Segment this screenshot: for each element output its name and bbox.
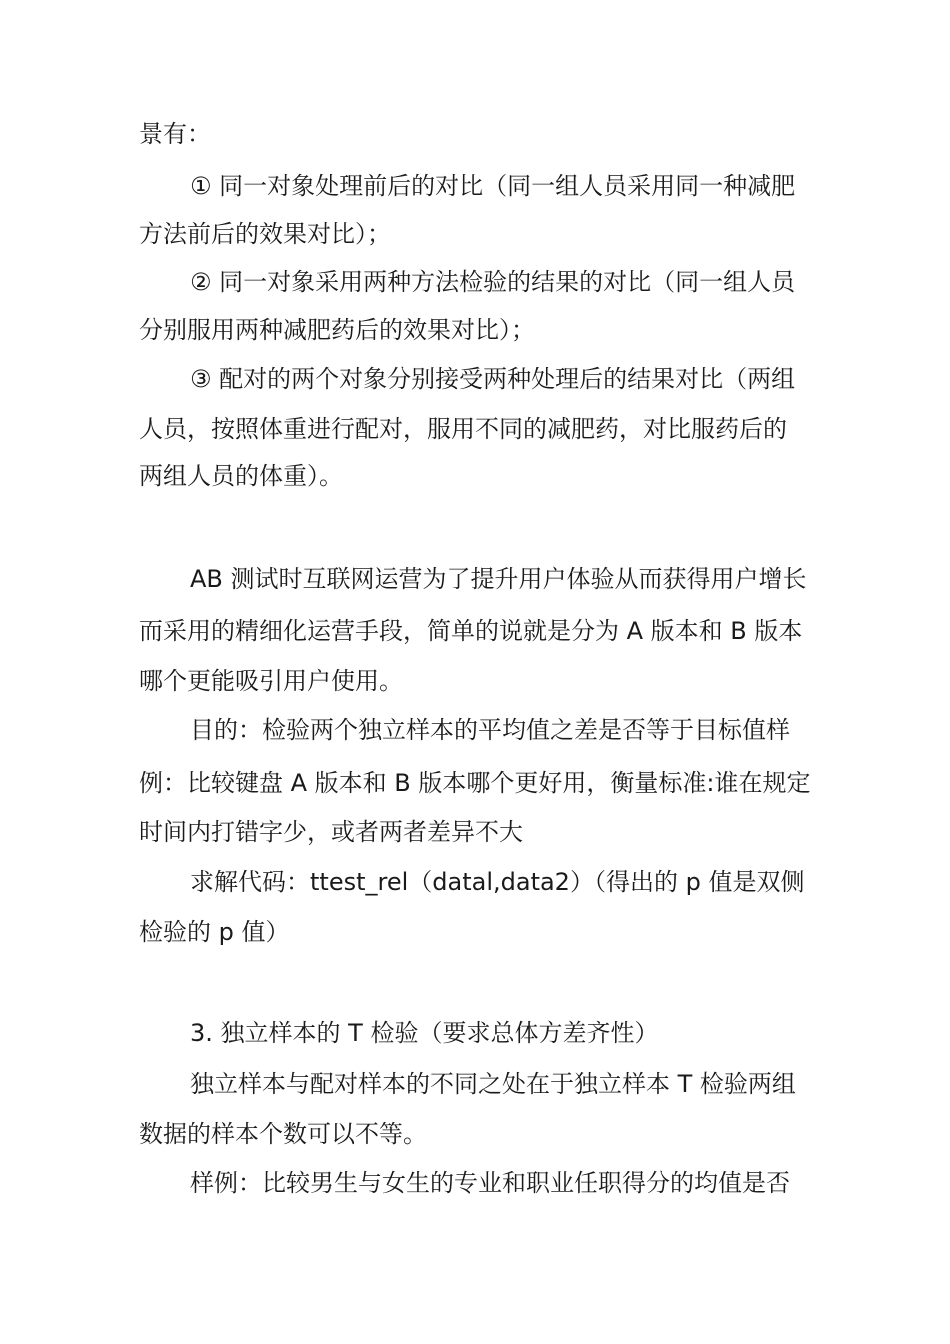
list-item-2-line-2: 分别服用两种减肥药后的效果对比）； — [139, 316, 535, 344]
list-item-3-line-1: ③ 配对的两个对象分别接受两种处理后的结果对比（两组 — [190, 365, 796, 393]
list-item-1-line-2: 方法前后的效果对比）； — [139, 220, 391, 248]
independent-paragraph-line-2: 数据的样本个数可以不等。 — [139, 1120, 427, 1148]
ab-test-paragraph-line-3: 哪个更能吸引用户使用。 — [139, 667, 403, 695]
ab-test-paragraph-line-2: 而采用的精细化运营手段，简单的说就是分为 A 版本和 B 版本 — [139, 617, 803, 645]
purpose-paragraph-line-2: 例：比较键盘 A 版本和 B 版本哪个更好用，衡量标准:谁在规定 — [139, 769, 811, 797]
paragraph-line-continuation: 景有： — [139, 120, 211, 148]
independent-paragraph-line-1: 独立样本与配对样本的不同之处在于独立样本 T 检验两组 — [190, 1070, 796, 1098]
code-paragraph-line-1: 求解代码：ttest_rel（datal,data2）（得出的 p 值是双侧 — [190, 868, 805, 896]
list-item-2-line-1: ② 同一对象采用两种方法检验的结果的对比（同一组人员 — [190, 268, 796, 296]
list-item-3-line-3: 两组人员的体重）。 — [139, 462, 343, 490]
purpose-paragraph-line-3: 时间内打错字少，或者两者差异不大 — [139, 818, 523, 846]
purpose-paragraph-line-1: 目的：检验两个独立样本的平均值之差是否等于目标值样 — [190, 716, 790, 744]
section-heading: 3. 独立样本的 T 检验（要求总体方差齐性） — [190, 1019, 659, 1047]
example-paragraph-line-1: 样例：比较男生与女生的专业和职业任职得分的均值是否 — [190, 1169, 790, 1197]
ab-test-paragraph-line-1: AB 测试时互联网运营为了提升用户体验从而获得用户增长 — [190, 565, 807, 593]
code-paragraph-line-2: 检验的 p 值） — [139, 918, 290, 946]
list-item-3-line-2: 人员，按照体重进行配对，服用不同的减肥药，对比服药后的 — [139, 415, 787, 443]
list-item-1-line-1: ① 同一对象处理前后的对比（同一组人员采用同一种减肥 — [190, 172, 796, 200]
